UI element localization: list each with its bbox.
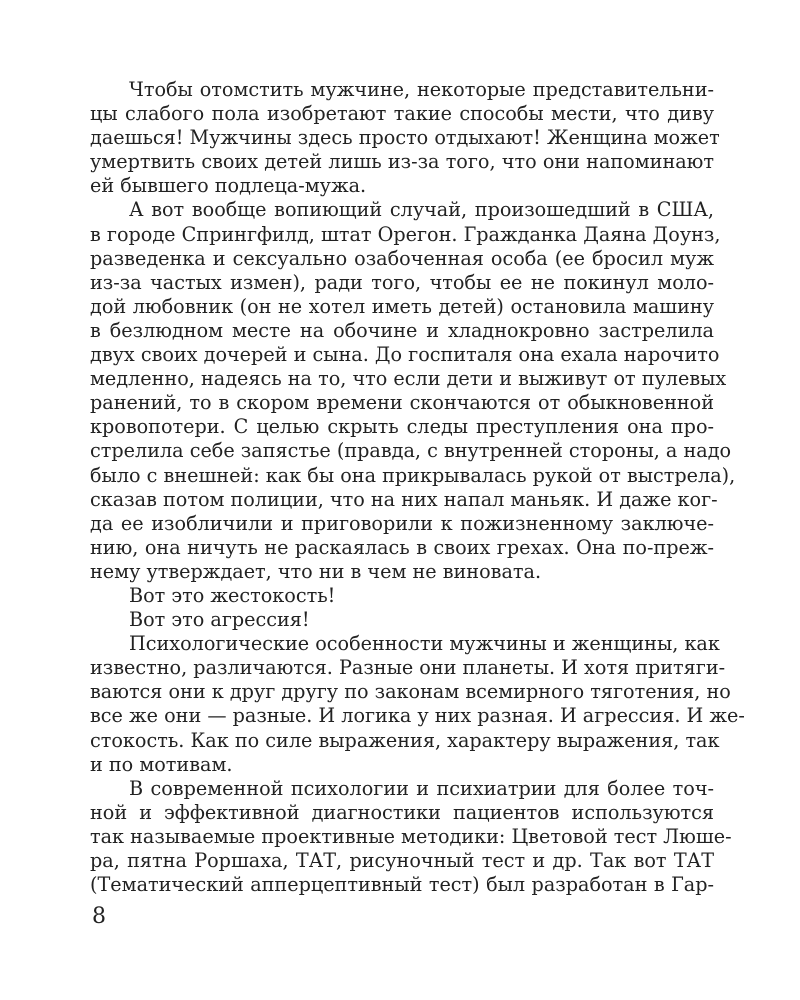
text-line: в городе Спрингфилд, штат Орегон. Гражданка Даяна Доунз, [90,222,721,246]
text-line: стрелила себе запястье (правда, с внутренней стороны, а надо [90,439,732,463]
text-line: стокость. Как по силе выражения, характеру выражения, так [90,728,720,752]
text-line: (Тематический апперцептивный тест) был разработан в Гар- [90,873,714,897]
text-line: нему утверждает, что ни в чем не виновата. [90,559,542,583]
page-number: 8 [92,904,106,929]
text-line: даешься! Мужчины здесь просто отдыхают! Женщина может [90,126,720,150]
text-line: ваются они к друг другу по законам всемирного тяготения, но [90,680,731,704]
text-line: кровопотери. С целью скрыть следы преступления она про- [90,415,714,439]
text-line: было с внешней: как бы она прикрывалась рукой от выстрела), [90,463,736,487]
text-line: ра, пятна Роршаха, ТАТ, рисуночный тест и др. Так вот ТАТ [90,849,714,872]
text-line: сказав потом полиции, что на них напал маньяк. И даже ког- [90,487,718,511]
text-line: из-за частых измен), ради того, чтобы ее не покинул моло- [90,270,714,294]
body-text [90,78,745,897]
text-line: Психологические особенности мужчины и женщины, как [129,632,720,656]
text-line: ной и эффективной диагностики пациентов используются [90,800,714,824]
text-line: Вот это жестокость! [129,583,336,607]
text-line: разведенка и сексуально озабоченная особа (ее бросил муж [90,246,714,270]
text-line: все же они — разные. И логика у них разная. И агрессия. И же- [90,704,745,728]
text-line: известно, различаются. Разные они планеты. И хотя притяги- [90,656,726,680]
text-line: нию, она ничуть не раскаялась в своих грехах. Она по-преж- [90,535,714,559]
text-line: ранений, то в скором времени скончаются от обыкновенной [90,391,714,415]
text-line: и по мотивам. [90,752,233,776]
text-line: Чтобы отомстить мужчине, некоторые представительни- [129,78,714,101]
text-line: умертвить своих детей лишь из-за того, что они напоминают [90,150,714,174]
text-line: двух своих дочерей и сына. До госпиталя она ехала нарочито [90,343,720,367]
text-line: Вот это агрессия! [129,608,310,632]
text-line: В современной психологии и психиатрии для более точ- [129,776,714,800]
text-line: в безлюдном месте на обочине и хладнокровно застрелила [90,318,714,342]
text-line: да ее изобличили и приговорили к пожизненному заключе- [90,511,714,535]
text-line: так называемые проективные методики: Цветовой тест Люше- [90,824,732,848]
text-line: цы слабого пола изобретают такие способы мести, что диву [90,102,714,126]
text-line: медленно, надеясь на то, что если дети и выживут от пулевых [90,367,727,391]
text-line: А вот вообще вопиющий случай, произошедший в США, [129,198,714,222]
text-line: ей бывшего подлеца-мужа. [90,174,367,198]
text-line: дой любовник (он не хотел иметь детей) остановила машину [90,294,714,318]
